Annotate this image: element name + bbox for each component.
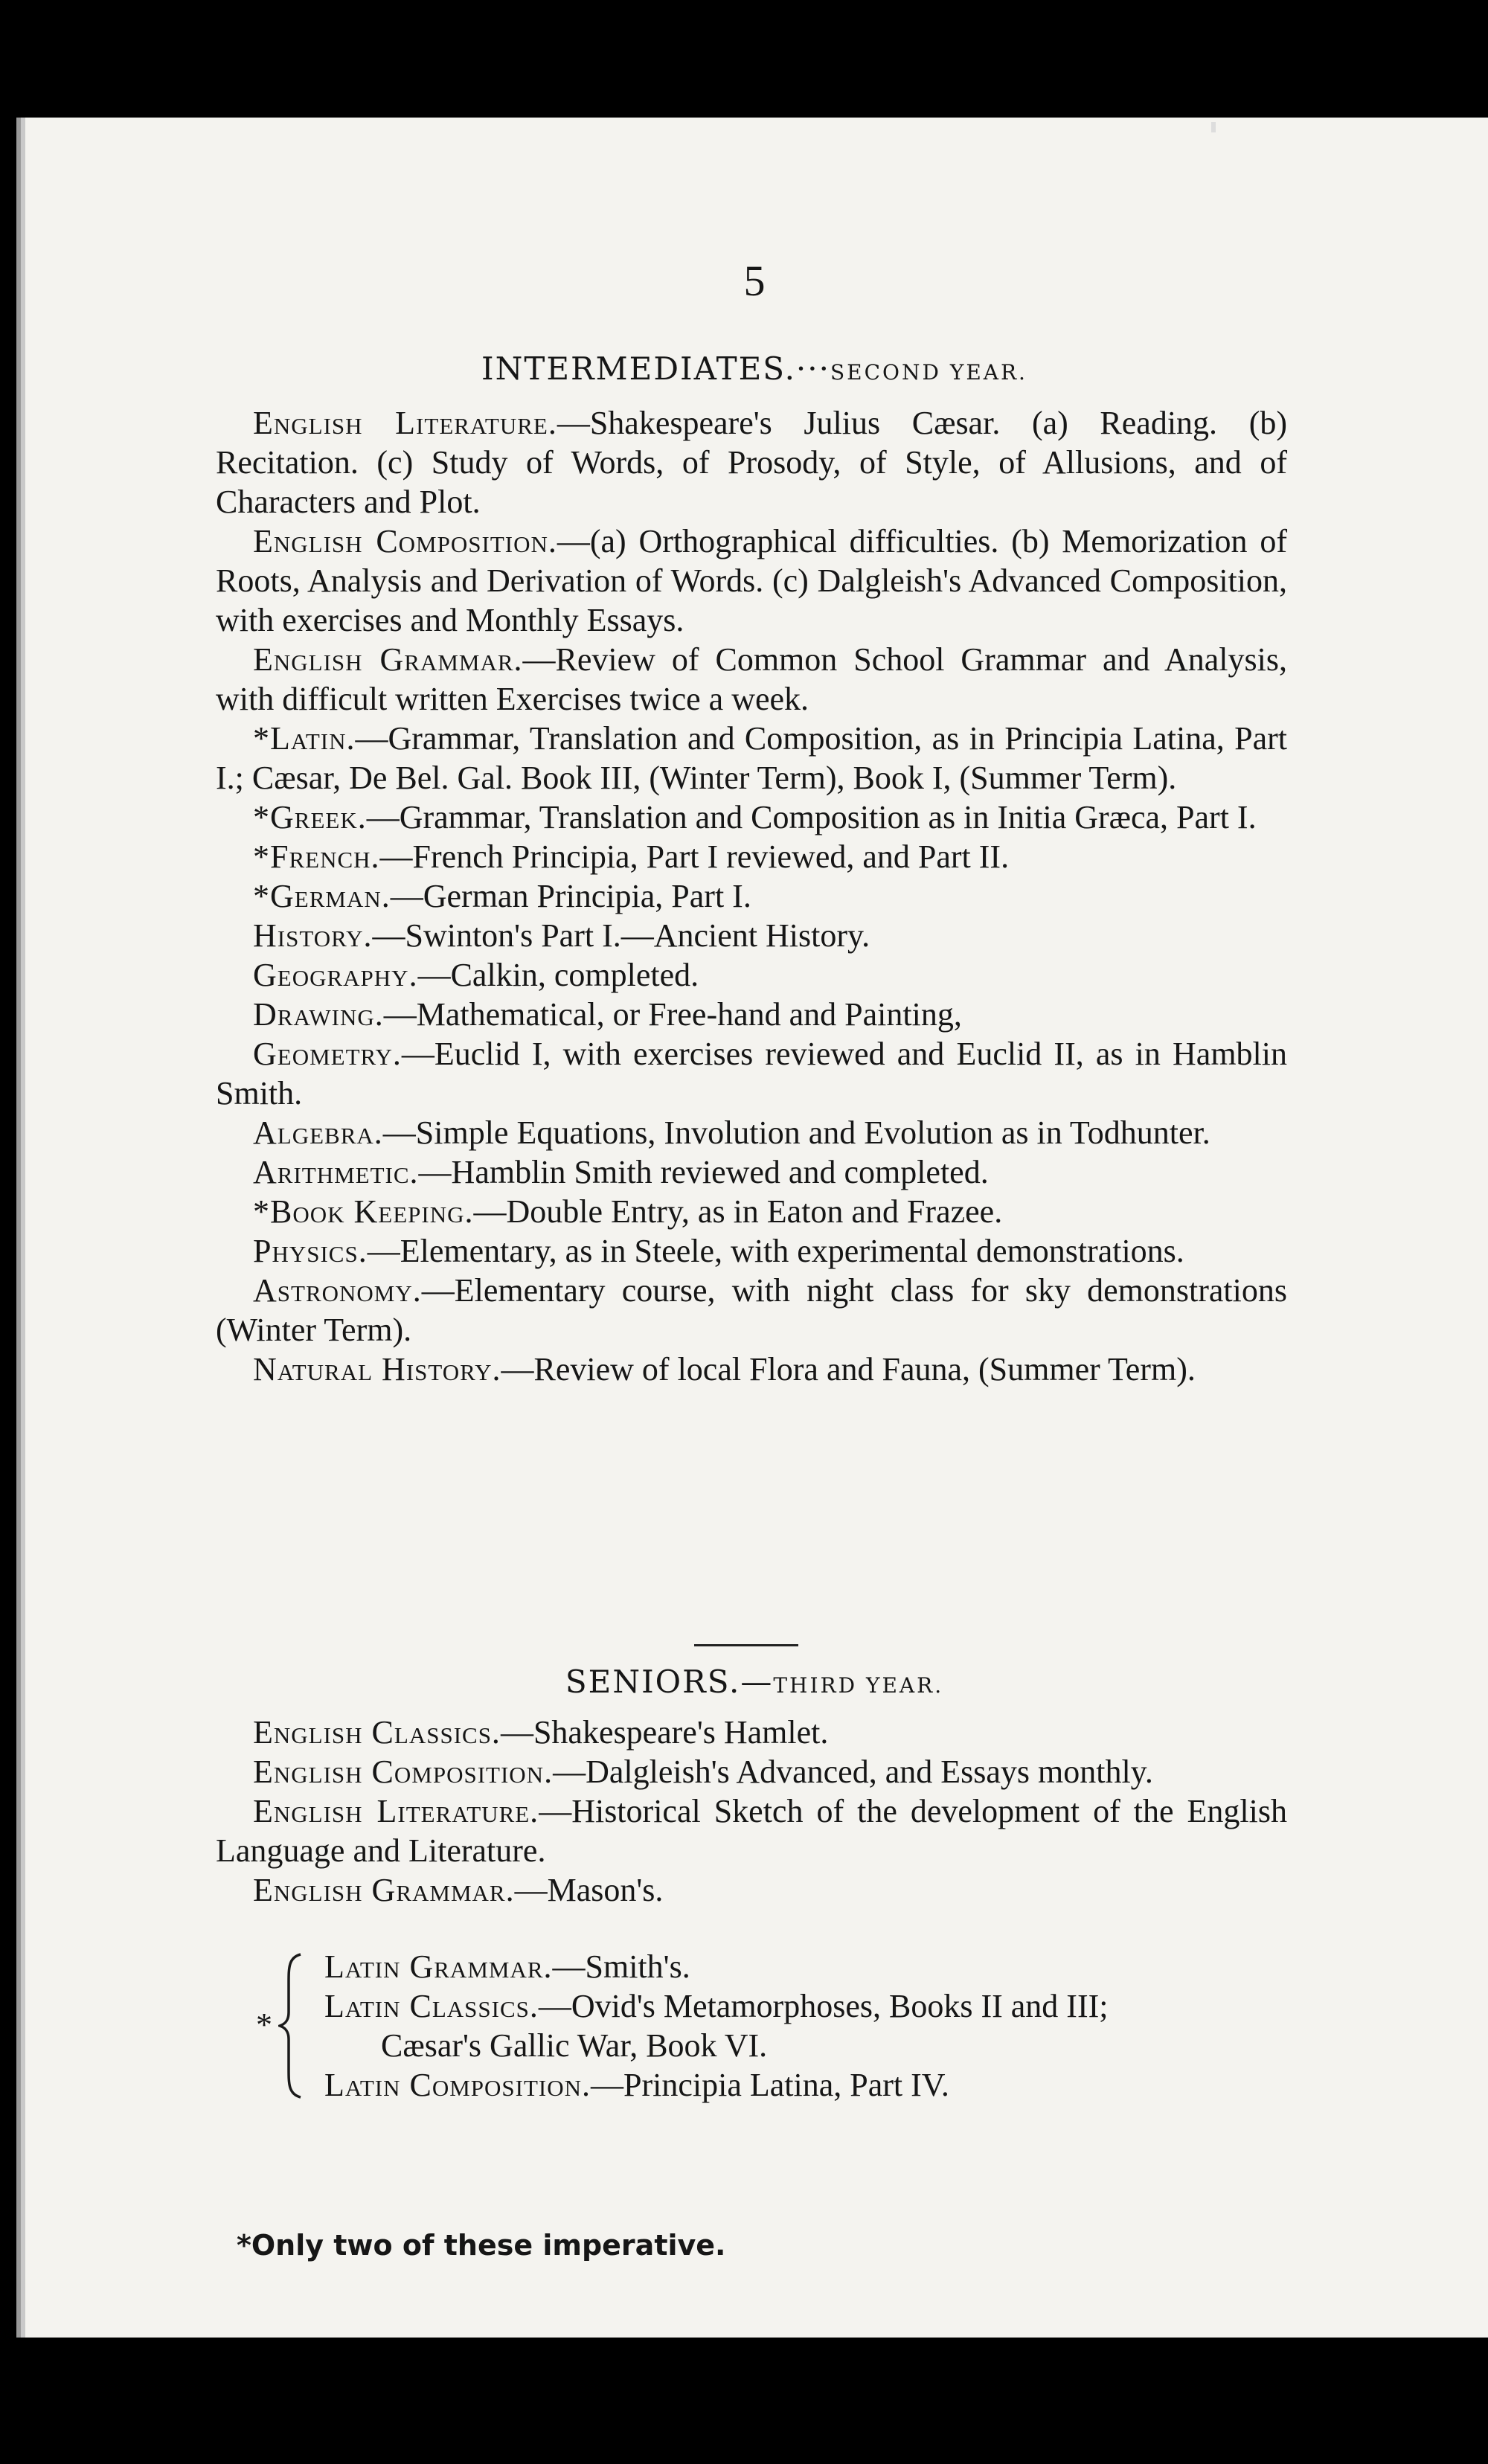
intermediate-course-entry — [216, 1192, 1287, 1231]
latin-label: Latin Grammar. — [324, 1948, 553, 1985]
intermediate-course-entry — [216, 1350, 1287, 1389]
intermediate-course-entry — [216, 837, 1287, 876]
course-description: —Grammar, Translation and Composition, as in Principia Latina, Part I.; Cæsar, De Bel. Gal. Book III, (Winter Term), Book I, (Summer Term). — [216, 720, 1287, 796]
senior-course-entry — [216, 1713, 1287, 1752]
intermediate-course-entry — [216, 955, 1287, 995]
course-description: —Dalgleish's Advanced, and Essays monthly. — [553, 1754, 1153, 1790]
course-label: *German. — [253, 878, 391, 914]
course-description: —Hamblin Smith reviewed and completed. — [418, 1154, 989, 1190]
seniors-course-list — [216, 1713, 1287, 1910]
intermediate-course-entry — [216, 798, 1287, 837]
intermediate-course-entry — [216, 403, 1287, 522]
course-description: —Simple Equations, Involution and Evolution as in Todhunter. — [382, 1114, 1210, 1151]
course-description: —French Principia, Part I reviewed, and Part II. — [379, 838, 1010, 875]
course-label: Astronomy. — [253, 1272, 422, 1309]
intermediates-heading-main: INTERMEDIATES.··· — [481, 350, 830, 387]
intermediate-course-entry — [216, 1231, 1287, 1271]
latin-line — [324, 1986, 1108, 2026]
latin-line — [324, 1947, 1108, 1986]
section-divider — [694, 1644, 798, 1646]
intermediate-course-entry — [216, 1034, 1287, 1113]
course-label: *Book Keeping. — [253, 1193, 474, 1230]
course-description: —Historical Sketch of the development of the English Language and Literature. — [216, 1793, 1287, 1869]
course-label: English Composition. — [253, 1754, 554, 1790]
footnote: *Only two of these imperative. — [237, 2229, 726, 2262]
senior-course-entry — [216, 1870, 1287, 1910]
course-label: Physics. — [253, 1233, 368, 1269]
course-label: Geography. — [253, 957, 418, 993]
latin-description: Cæsar's Gallic War, Book VI. — [381, 2027, 768, 2064]
latin-description: —Principia Latina, Part IV. — [591, 2067, 949, 2103]
senior-course-entry — [216, 1791, 1287, 1870]
senior-course-entry — [216, 1752, 1287, 1791]
course-description: —Euclid I, with exercises reviewed and Euclid II, as in Hamblin Smith. — [216, 1036, 1287, 1111]
course-label: Natural History. — [253, 1351, 501, 1387]
course-description: —Mason's. — [514, 1872, 664, 1908]
course-label: English Classics. — [253, 1714, 501, 1751]
intermediate-course-entry — [216, 1271, 1287, 1350]
course-label: English Literature. — [253, 405, 557, 441]
course-description: —Review of local Flora and Fauna, (Summer Term). — [501, 1351, 1196, 1387]
intermediate-course-entry — [216, 1152, 1287, 1192]
latin-description: —Ovid's Metamorphoses, Books II and III; — [538, 1988, 1109, 2024]
course-label: History. — [253, 917, 373, 954]
latin-lines — [324, 1947, 1108, 2105]
seniors-heading-main: SENIORS.— — [565, 1663, 774, 1700]
course-label: English Grammar. — [253, 1872, 515, 1908]
intermediate-course-entry — [216, 522, 1287, 640]
course-description: —Review of Common School Grammar and Analysis, with difficult written Exercises twice a week. — [216, 641, 1287, 717]
intermediate-course-entry — [216, 719, 1287, 798]
intermediates-heading-sub: SECOND YEAR. — [830, 360, 1027, 385]
seniors-heading-sub: THIRD YEAR. — [773, 1673, 944, 1698]
course-label: English Grammar. — [253, 641, 523, 678]
course-label: Arithmetic. — [253, 1154, 419, 1190]
intermediate-course-entry — [216, 640, 1287, 719]
intermediate-course-entry — [216, 916, 1287, 955]
latin-line — [324, 2026, 1108, 2065]
latin-label: Latin Composition. — [324, 2067, 591, 2103]
course-description: —Elementary, as in Steele, with experimental demonstrations. — [367, 1233, 1184, 1269]
intermediate-course-entry — [216, 1113, 1287, 1152]
page-binding-edge — [21, 118, 25, 2338]
course-label: *Latin. — [253, 720, 356, 757]
course-label: Drawing. — [253, 996, 384, 1033]
document-page — [16, 118, 1488, 2338]
scan-speck — [1211, 122, 1216, 132]
course-label: Algebra. — [253, 1114, 383, 1151]
seniors-heading — [21, 1663, 1488, 1700]
intermediates-heading — [21, 350, 1488, 387]
course-label: English Composition. — [253, 523, 557, 559]
course-description: —Swinton's Part I.—Ancient History. — [372, 917, 870, 954]
intermediate-course-entry — [216, 995, 1287, 1034]
intermediate-course-entry — [216, 876, 1287, 916]
course-description: —Mathematical, or Free-hand and Painting, — [383, 996, 962, 1033]
latin-description: —Smith's. — [552, 1948, 690, 1985]
latin-label: Latin Classics. — [324, 1988, 539, 2024]
course-description: —(a) Orthographical difficulties. (b) Memorization of Roots, Analysis and Derivation of Words. (c) Dalgleish's Advanced Composition, with exercises and Monthly Essays. — [216, 523, 1287, 638]
course-description: —Elementary course, with night class for sky demonstrations (Winter Term). — [216, 1272, 1287, 1348]
optional-marker: * — [256, 2006, 272, 2043]
course-description: —Grammar, Translation and Composition as in Initia Græca, Part I. — [366, 799, 1257, 835]
page-number: 5 — [743, 257, 766, 305]
latin-line — [324, 2065, 1108, 2105]
course-description: —Double Entry, as in Eaton and Frazee. — [473, 1193, 1003, 1230]
course-description: —Shakespeare's Julius Cæsar. (a) Reading. (b) Recitation. (c) Study of Words, of Prosody, of Style, of Allusions, and of Characters and Plot. — [216, 405, 1287, 520]
course-description: —Shakespeare's Hamlet. — [500, 1714, 829, 1751]
curly-brace-icon — [278, 1953, 305, 2099]
course-label: *Greek. — [253, 799, 367, 835]
latin-option-group — [216, 1947, 1287, 2105]
course-description: —German Principia, Part I. — [390, 878, 751, 914]
course-label: *French. — [253, 838, 380, 875]
course-description: —Calkin, completed. — [417, 957, 699, 993]
intermediates-course-list — [216, 403, 1287, 1389]
course-label: English Literature. — [253, 1793, 539, 1829]
course-label: Geometry. — [253, 1036, 402, 1072]
